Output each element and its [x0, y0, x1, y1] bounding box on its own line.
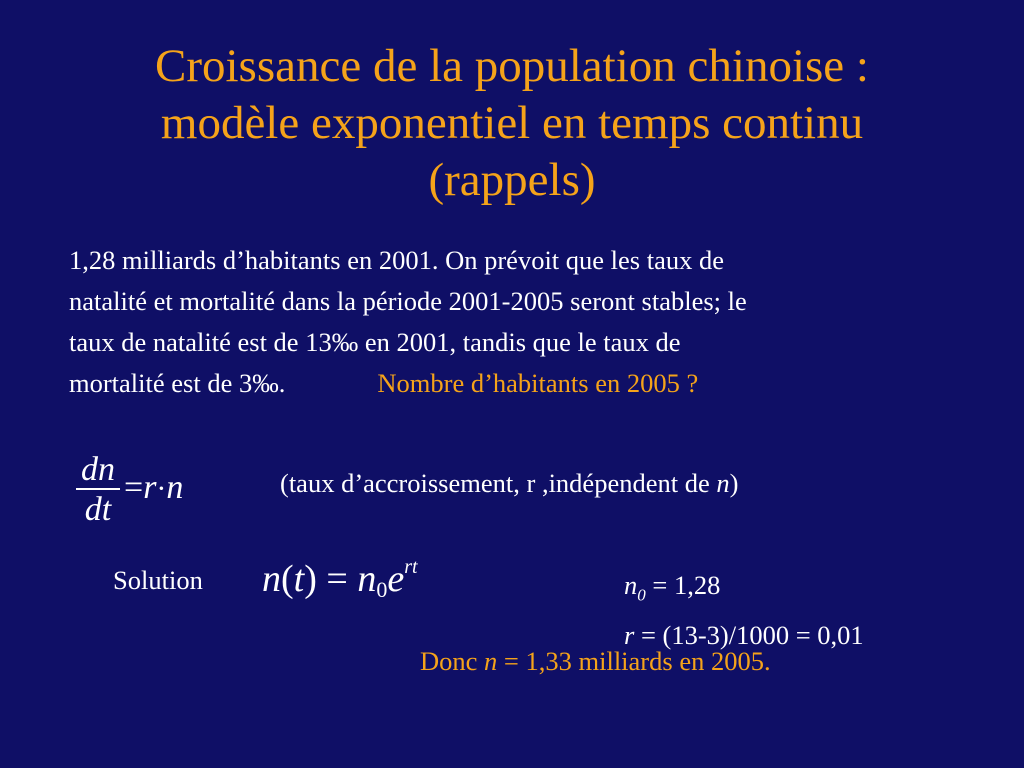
formula-e: e	[387, 558, 405, 600]
statement-line-4	[69, 363, 969, 404]
equation-rhs	[124, 469, 183, 507]
population-variable: n	[166, 469, 184, 506]
param-n0-var: n	[624, 570, 638, 600]
statement-line-4-text: mortalité est de 3‰.	[69, 368, 286, 398]
param-r-value: = (13-3)/1000 = 0,01	[634, 620, 864, 651]
slide-title	[40, 38, 984, 209]
multiply-dot: ·	[156, 472, 167, 505]
title-line-2: modèle exponentiel en temps continu	[160, 97, 864, 149]
solution-label: Solution	[113, 565, 203, 595]
formula-t: t	[293, 558, 305, 600]
statement-line-1: 1,28 milliards d’habitants en 2001. On prévoit que les taux de	[69, 245, 725, 275]
conclusion-before: Donc	[420, 646, 485, 676]
question-text: Nombre d’habitants en 2005 ?	[377, 368, 699, 398]
param-n0	[624, 565, 864, 615]
rate-note-var: n	[716, 468, 730, 498]
formula-n0-subscript: 0	[376, 577, 388, 602]
statement-line-2: natalité et mortalité dans la période 2001-2005 seront stables; le	[69, 286, 747, 316]
derivative-fraction	[74, 452, 122, 530]
parameter-values	[624, 565, 864, 656]
formula-close-paren: )	[304, 558, 317, 600]
fraction-numerator: dn	[81, 451, 115, 488]
formula-equals: =	[316, 558, 358, 600]
differential-equation	[74, 452, 234, 532]
rate-note-text: (taux d’accroissement, r ,indépendent de	[280, 468, 717, 498]
solution-formula	[262, 556, 418, 603]
formula-exponent: rt	[404, 556, 418, 578]
param-n0-sub: 0	[637, 585, 646, 605]
conclusion-var: n	[484, 646, 498, 676]
conclusion-text	[420, 646, 771, 677]
rate-note-close: )	[729, 468, 739, 498]
param-n0-value: = 1,28	[645, 570, 721, 600]
formula-n: n	[262, 558, 281, 600]
statement-line-3: taux de natalité est de 13‰ en 2001, tandis que le taux de	[69, 327, 681, 357]
problem-statement	[69, 240, 969, 404]
rate-note	[280, 468, 738, 499]
formula-open-paren: (	[281, 558, 294, 600]
equals-sign: =	[124, 469, 144, 506]
formula-n0: n	[357, 558, 377, 600]
title-line-3: (rappels)	[428, 154, 596, 206]
rate-variable: r	[143, 469, 157, 506]
fraction-denominator: dt	[84, 491, 112, 528]
param-r-var: r	[624, 620, 635, 651]
title-line-1: Croissance de la population chinoise :	[155, 40, 869, 92]
conclusion-after: = 1,33 milliards en 2005.	[497, 646, 771, 676]
